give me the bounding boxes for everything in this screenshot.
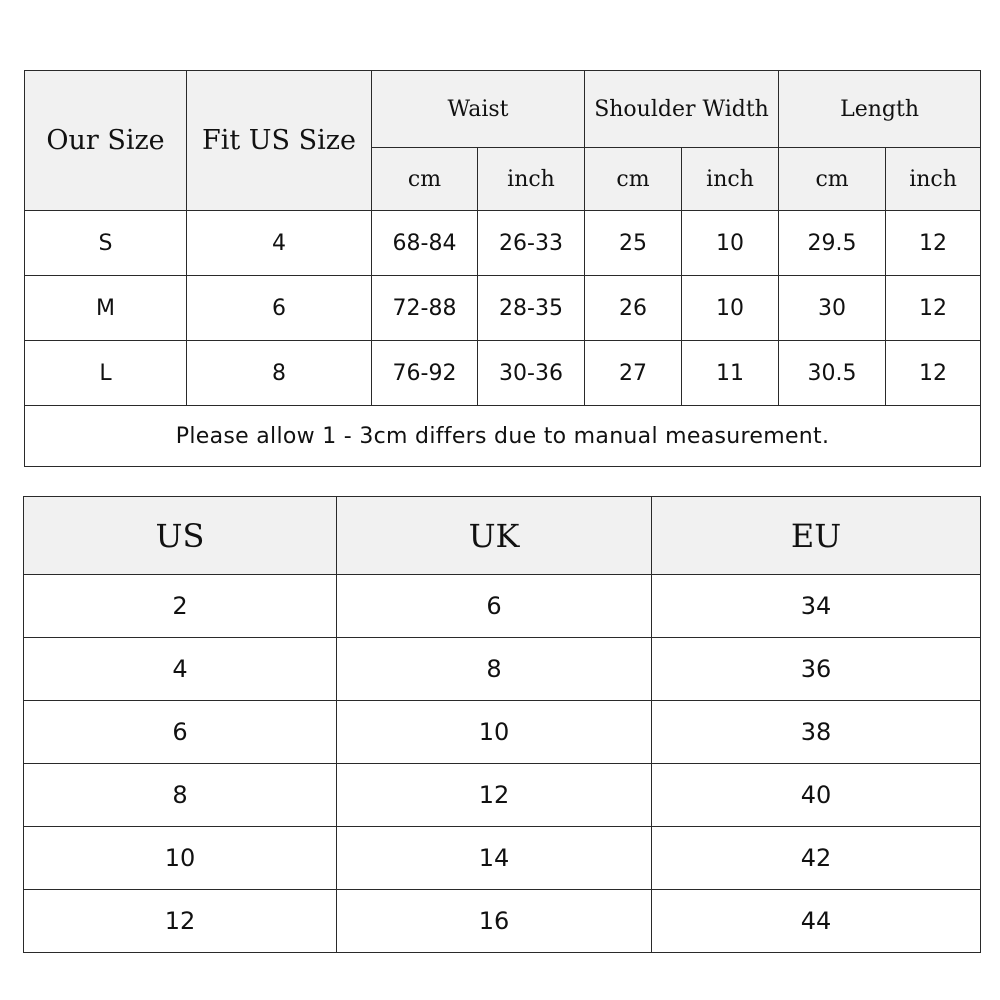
- header-shoulder-width: Shoulder Width: [585, 71, 779, 148]
- cell-length-cm: 29.5: [779, 211, 886, 276]
- cell-length-inch: 12: [886, 341, 981, 406]
- cell-uk: 14: [337, 827, 652, 890]
- unit-header: cm: [585, 148, 682, 211]
- cell-fit-us: 4: [187, 211, 372, 276]
- cell-us: 12: [24, 890, 337, 953]
- header-waist: Waist: [372, 71, 585, 148]
- cell-shoulder-inch: 11: [682, 341, 779, 406]
- cell-eu: 44: [652, 890, 981, 953]
- size-chart-table: [24, 70, 981, 467]
- cell-waist-cm: 76-92: [372, 341, 478, 406]
- cell-uk: 16: [337, 890, 652, 953]
- cell-us: 2: [24, 575, 337, 638]
- cell-us: 10: [24, 827, 337, 890]
- cell-eu: 38: [652, 701, 981, 764]
- header-length: Length: [779, 71, 981, 148]
- cell-uk: 6: [337, 575, 652, 638]
- cell-eu: 42: [652, 827, 981, 890]
- conversion-chart-table: [23, 496, 981, 953]
- cell-waist-inch: 28-35: [478, 276, 585, 341]
- header-us: US: [24, 497, 337, 575]
- cell-shoulder-inch: 10: [682, 211, 779, 276]
- unit-header: inch: [682, 148, 779, 211]
- cell-waist-cm: 68-84: [372, 211, 478, 276]
- header-fit-us-size: Fit US Size: [187, 71, 372, 211]
- table-row: [25, 276, 981, 341]
- cell-uk: 8: [337, 638, 652, 701]
- table-row: [24, 701, 981, 764]
- cell-waist-inch: 30-36: [478, 341, 585, 406]
- header-uk: UK: [337, 497, 652, 575]
- cell-length-cm: 30.5: [779, 341, 886, 406]
- unit-header: cm: [779, 148, 886, 211]
- unit-header: inch: [478, 148, 585, 211]
- cell-waist-inch: 26-33: [478, 211, 585, 276]
- cell-eu: 36: [652, 638, 981, 701]
- table-row: [24, 827, 981, 890]
- header-our-size: Our Size: [25, 71, 187, 211]
- table-row: [24, 764, 981, 827]
- cell-length-cm: 30: [779, 276, 886, 341]
- cell-our-size: S: [25, 211, 187, 276]
- cell-us: 4: [24, 638, 337, 701]
- cell-our-size: M: [25, 276, 187, 341]
- cell-shoulder-inch: 10: [682, 276, 779, 341]
- table-row: [24, 575, 981, 638]
- cell-shoulder-cm: 27: [585, 341, 682, 406]
- unit-header: inch: [886, 148, 981, 211]
- measurement-note: Please allow 1 - 3cm differs due to manual measurement.: [25, 406, 981, 467]
- table-row: [25, 211, 981, 276]
- cell-eu: 40: [652, 764, 981, 827]
- cell-uk: 10: [337, 701, 652, 764]
- unit-header: cm: [372, 148, 478, 211]
- cell-us: 6: [24, 701, 337, 764]
- cell-length-inch: 12: [886, 211, 981, 276]
- cell-waist-cm: 72-88: [372, 276, 478, 341]
- cell-our-size: L: [25, 341, 187, 406]
- cell-eu: 34: [652, 575, 981, 638]
- header-eu: EU: [652, 497, 981, 575]
- cell-shoulder-cm: 26: [585, 276, 682, 341]
- table-row: [24, 638, 981, 701]
- cell-shoulder-cm: 25: [585, 211, 682, 276]
- cell-us: 8: [24, 764, 337, 827]
- table-row: [25, 341, 981, 406]
- table-row: [24, 890, 981, 953]
- cell-fit-us: 6: [187, 276, 372, 341]
- cell-fit-us: 8: [187, 341, 372, 406]
- cell-uk: 12: [337, 764, 652, 827]
- cell-length-inch: 12: [886, 276, 981, 341]
